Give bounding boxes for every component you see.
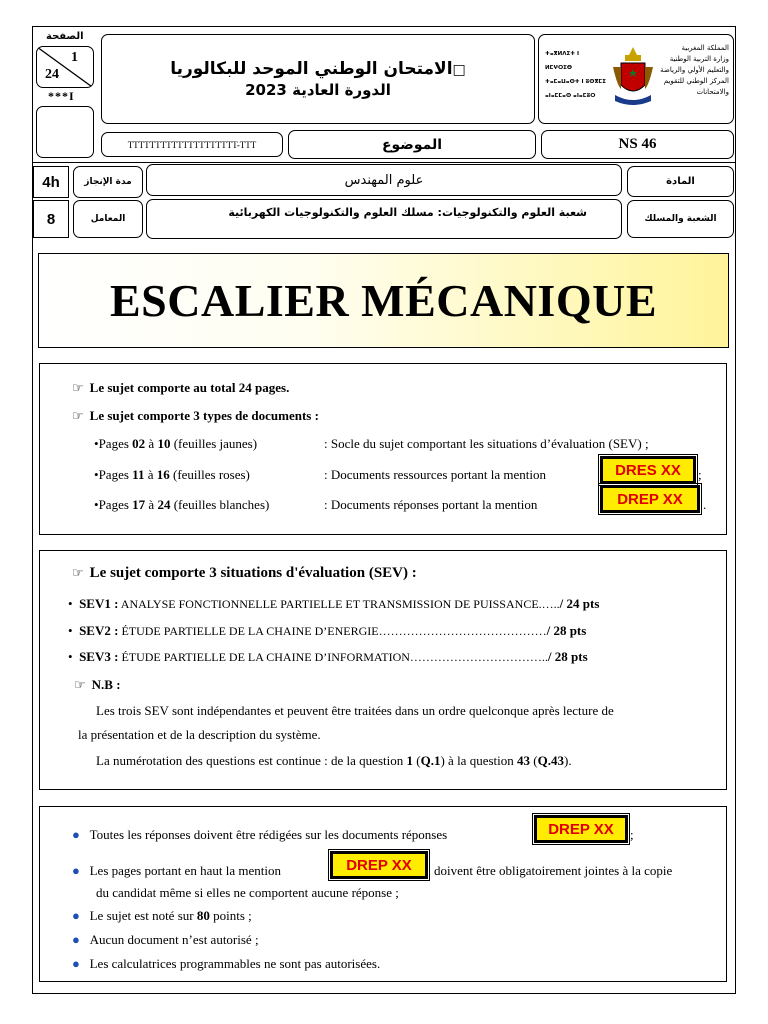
numbering-text: La numérotation des questions est continue : de la question 1 (Q.1) à la question 43 (Q.43). [96,753,572,768]
exam-title-box [101,34,535,124]
instruction-1: ● Toutes les réponses doivent être rédigées sur les documents réponses [72,827,448,842]
instruction-5: ● Les calculatrices programmables ne sont pas autorisées. [72,956,381,971]
bullet-icon: • [68,596,73,611]
sev-heading: ☞ Le sujet comporte 3 situations d'évaluation (SEV) : [72,565,417,581]
sev-item-1: • SEV1 : ANALYSE FONCTIONNELLE PARTIELLE ET TRANSMISSION DE PUISSANCE.…../ 24 pts [68,596,600,611]
exam-title: □الامتحان الوطني الموحد للبكالوريا [170,59,466,79]
coef-value-box [33,200,69,238]
drep-tag: DREP XX [330,851,428,879]
bullet-icon: • [94,497,99,512]
sev-box [39,550,727,790]
doc-row-white-end: . [703,497,707,512]
title-banner [38,253,729,348]
instructions-box [39,806,727,982]
nb-text-2: la présentation et de la description du système. [78,727,321,742]
header-separator [33,162,735,163]
pointing-hand-icon: ☞ [74,678,86,693]
bullet-icon: • [94,467,99,482]
subject-label-box [288,130,536,159]
page-current: 1 [71,50,78,65]
doc-row-pink-end: ; [698,467,702,482]
material-label: المادة [666,176,695,187]
code-line: TTTTTTTTTTTTTTTTTTTT-TTT [127,139,257,150]
stream-label-box [627,200,734,238]
doc-types-line: ☞ Le sujet comporte 3 types de documents : [72,408,319,424]
instruction-4: ● Aucun document n’est autorisé ; [72,932,259,947]
nb-label: ☞ N.B : [74,677,121,693]
drep-tag: DREP XX [534,815,628,843]
coef-label-box [73,200,143,238]
blank-corner-box [36,106,94,158]
coef-value: 8 [46,210,56,228]
bullet-icon: ● [72,908,80,923]
bullet-icon: ● [72,932,80,947]
tifinagh-text: ⵜⴰⴳⵍⴷⵉⵜ ⵏ ⵍⵎⵖⵔⵉⴱ ⵜⴰⵎⴰⵡⴰⵙⵜ ⵏ ⵓⵙⴳⵎⵉ ⴰⵏⴰⵎⵎⴰⵙ ⴰⵏⴰⵎⵓⵔ [545,51,606,99]
page-mark: ***I [48,89,75,103]
instruction-3: ● Le sujet est noté sur 80 points ; [72,908,252,923]
dres-tag: DRES XX [600,456,696,484]
duration-label: مدة الإنجاز [84,177,132,187]
sev-item-3: • SEV3 : ÉTUDE PARTIELLE DE LA CHAINE D’INFORMATION……………………………../ 28 pts [68,649,588,664]
exam-session: الدورة العادية 2023 [245,81,391,99]
coat-of-arms-icon [611,45,655,111]
coef-label: المعامل [90,214,126,224]
exam-title-text: الامتحان الوطني الموحد للبكالوريا [170,59,453,79]
document-title: ESCALIER MÉCANIQUE [109,275,658,326]
drep-tag: DREP XX [600,485,700,513]
bullet-icon: ● [72,863,80,878]
bullet-icon: ● [72,827,80,842]
bullet-icon: • [68,649,73,664]
pointing-hand-icon: ☞ [72,566,84,581]
page-label: الصفحة [46,31,84,42]
page-total: 24 [45,67,59,82]
sev-item-2: • SEV2 : ÉTUDE PARTIELLE DE LA CHAINE D’ENERGIE……………………………………/ 28 pts [68,623,587,638]
instruction-2-cont: doivent être obligatoirement jointes à la copie [434,863,673,878]
ministry-logo-box [538,34,734,124]
exam-code-box [541,130,734,159]
bullet-icon: • [94,436,99,451]
documents-box [39,363,727,535]
doc-row-yellow-desc: : Socle du sujet comportant les situations d’évaluation (SEV) ; [324,436,649,451]
bullet-icon: ● [72,956,80,971]
total-pages-line: ☞ Le sujet comporte au total 24 pages. [72,380,290,396]
exam-code: NS 46 [618,136,657,152]
stream-name-box [146,199,622,239]
pointing-hand-icon: ☞ [72,381,84,396]
doc-row-pink: •Pages 11 à 16 (feuilles roses) [94,467,250,482]
instruction-1-end: ; [630,827,634,842]
subject-name-box [146,164,622,196]
subject-name: علوم المهندس [344,172,424,188]
doc-row-white-desc: : Documents réponses portant la mention [324,497,538,512]
doc-row-white: •Pages 17 à 24 (feuilles blanches) [94,497,270,512]
doc-row-yellow: •Pages 02 à 10 (feuilles jaunes) [94,436,258,451]
duration-label-box [73,166,143,198]
stream-name: شعبة العلوم والتكنولوجيات: مسلك العلوم والتكنولوجيات الكهربائية [228,206,587,219]
duration-value: 4h [42,173,60,191]
code-line-box [101,132,283,157]
duration-value-box [33,166,69,198]
page-number-box [36,46,94,88]
nb-text-1: Les trois SEV sont indépendantes et peuvent être traitées dans un ordre quelconque après lecture de [96,703,614,718]
pointing-hand-icon: ☞ [72,409,84,424]
subject-label: الموضوع [381,136,443,153]
stream-label: الشعبة والمسلك [644,214,717,224]
instruction-2-line2: du candidat même si elles ne comportent aucune réponse ; [96,885,399,900]
bullet-icon: • [68,623,73,638]
doc-row-pink-desc: : Documents ressources portant la mention [324,467,547,482]
material-label-box [627,166,734,197]
kingdom-text: المملكة المغربية وزارة التربية الوطنية والتعليم الأولي والرياضة المركز الوطني للتقويم والامتحانات [660,44,729,96]
instruction-2: ● Les pages portant en haut la mention [72,863,281,878]
